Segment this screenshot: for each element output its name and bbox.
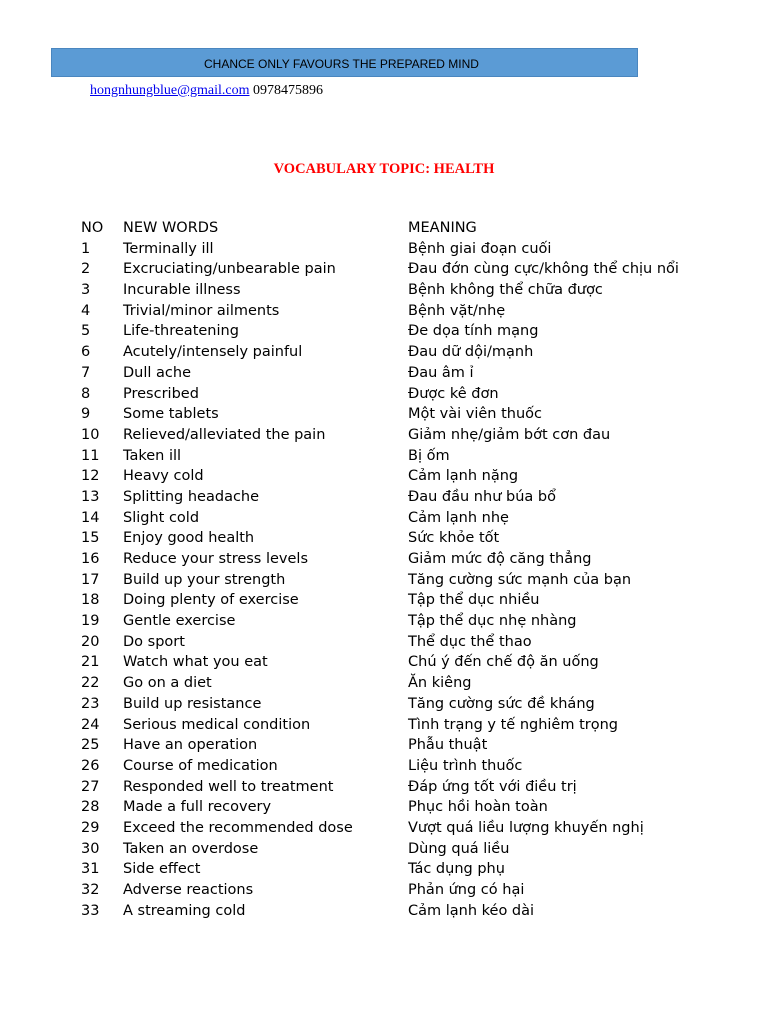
- table-row: [81, 673, 679, 694]
- row-new-word: Serious medical condition: [123, 716, 311, 733]
- row-new-word: Excruciating/unbearable pain: [123, 261, 336, 278]
- page-title: VOCABULARY TOPIC: HEALTH: [273, 161, 495, 177]
- row-meaning: Bệnh không thể chữa được: [408, 282, 603, 299]
- row-number: 19: [81, 613, 100, 630]
- row-meaning: Giảm nhẹ/giảm bớt cơn đau: [408, 426, 611, 443]
- row-meaning: Phẫu thuật: [408, 737, 488, 754]
- row-number: 22: [81, 675, 100, 692]
- row-number: 11: [81, 447, 100, 464]
- row-new-word: Build up your strength: [123, 571, 286, 588]
- banner-text: CHANCE ONLY FAVOURS THE PREPARED MIND: [204, 56, 479, 71]
- row-number: 9: [81, 406, 91, 423]
- row-number: 24: [81, 716, 100, 733]
- row-number: 26: [81, 757, 100, 774]
- row-meaning: Tập thể dục nhiều: [408, 592, 540, 609]
- row-new-word: Dull ache: [123, 364, 191, 381]
- row-number: 7: [81, 364, 91, 381]
- row-meaning: Phục hồi hoàn toàn: [408, 799, 548, 816]
- row-meaning: Đau dữ dội/mạnh: [408, 344, 534, 361]
- row-meaning: Đau đầu như búa bổ: [408, 488, 556, 505]
- table-row: [81, 549, 679, 570]
- header-no: NO: [81, 220, 104, 236]
- table-row: [81, 632, 679, 653]
- row-meaning: Đáp ứng tốt với điều trị: [408, 778, 577, 795]
- row-meaning: Được kê đơn: [408, 385, 499, 402]
- row-number: 5: [81, 323, 91, 340]
- row-new-word: Slight cold: [123, 509, 200, 526]
- row-new-word: Prescribed: [123, 385, 199, 402]
- email-link[interactable]: hongnhungblue@gmail.com: [90, 83, 250, 98]
- table-body: [81, 239, 679, 922]
- row-number: 18: [81, 592, 100, 609]
- table-row: [81, 590, 679, 611]
- row-new-word: Relieved/alleviated the pain: [123, 426, 326, 443]
- table-row: [81, 425, 679, 446]
- row-meaning: Chú ý đến chế độ ăn uống: [408, 654, 599, 671]
- row-meaning: Đau đớn cùng cực/không thể chịu nổi: [408, 261, 679, 278]
- row-number: 8: [81, 385, 91, 402]
- table-row: [81, 321, 679, 342]
- table-row: [81, 446, 679, 467]
- row-number: 2: [81, 261, 91, 278]
- row-meaning: Phản ứng có hại: [408, 882, 525, 898]
- row-new-word: Enjoy good health: [123, 530, 255, 547]
- row-meaning: Ăn kiêng: [408, 675, 472, 692]
- row-number: 33: [81, 902, 100, 919]
- row-new-word: Taken an overdose: [123, 840, 259, 857]
- row-new-word: Some tablets: [123, 406, 219, 423]
- row-meaning: Liệu trình thuốc: [408, 757, 523, 774]
- row-new-word: Heavy cold: [123, 468, 204, 485]
- table-row: [81, 528, 679, 549]
- row-new-word: Responded well to treatment: [123, 778, 334, 795]
- row-meaning: Dùng quá liều: [408, 840, 510, 857]
- row-number: 15: [81, 530, 100, 547]
- row-new-word: Watch what you eat: [123, 654, 268, 671]
- row-number: 13: [81, 488, 100, 505]
- header-new-words: NEW WORDS: [123, 220, 219, 236]
- table-row: [81, 859, 679, 880]
- row-number: 14: [81, 509, 100, 526]
- row-meaning: Vượt quá liều lượng khuyến nghị: [408, 819, 644, 836]
- table-row: [81, 797, 679, 818]
- table-row: [81, 818, 679, 839]
- row-number: 16: [81, 551, 100, 567]
- table-row: [81, 652, 679, 673]
- row-number: 20: [81, 633, 100, 650]
- row-number: 29: [81, 819, 100, 836]
- row-new-word: Life-threatening: [123, 323, 239, 340]
- row-new-word: Go on a diet: [123, 675, 212, 692]
- row-meaning: Đau âm ỉ: [408, 364, 474, 381]
- row-new-word: Taken ill: [123, 447, 182, 464]
- row-meaning: Tình trạng y tế nghiêm trọng: [408, 716, 618, 733]
- row-new-word: Adverse reactions: [123, 882, 254, 898]
- header-meaning: MEANING: [408, 220, 477, 236]
- row-new-word: Splitting headache: [123, 488, 260, 505]
- row-new-word: Side effect: [123, 861, 201, 878]
- table-row: [81, 694, 679, 715]
- row-number: 3: [81, 282, 91, 299]
- header-banner: [51, 48, 638, 77]
- table-row: [81, 611, 679, 632]
- row-meaning: Tăng cường sức đề kháng: [408, 695, 595, 712]
- row-meaning: Cảm lạnh kéo dài: [408, 902, 535, 919]
- table-row: [81, 301, 679, 322]
- row-meaning: Sức khỏe tốt: [408, 530, 500, 547]
- row-new-word: Build up resistance: [123, 695, 262, 712]
- row-meaning: Thể dục thể thao: [408, 633, 532, 650]
- row-meaning: Tăng cường sức mạnh của bạn: [408, 571, 632, 588]
- row-meaning: Tập thể dục nhẹ nhàng: [408, 613, 577, 630]
- table-row: [81, 839, 679, 860]
- row-new-word: Gentle exercise: [123, 613, 236, 630]
- row-number: 17: [81, 571, 100, 588]
- row-number: 28: [81, 799, 100, 816]
- table-row: [81, 404, 679, 425]
- row-meaning: Cảm lạnh nhẹ: [408, 509, 509, 526]
- row-meaning: Một vài viên thuốc: [408, 406, 543, 423]
- row-new-word: Reduce your stress levels: [123, 551, 309, 567]
- row-new-word: A streaming cold: [123, 902, 246, 919]
- row-new-word: Incurable illness: [123, 282, 241, 299]
- table-row: [81, 880, 679, 901]
- table-header-row: [81, 218, 679, 239]
- row-number: 32: [81, 882, 100, 898]
- table-row: [81, 777, 679, 798]
- row-meaning: Giảm mức độ căng thẳng: [408, 551, 592, 567]
- table-row: [81, 239, 679, 260]
- table-row: [81, 363, 679, 384]
- table-row: [81, 280, 679, 301]
- row-number: 25: [81, 737, 100, 754]
- row-number: 6: [81, 344, 91, 361]
- table-row: [81, 466, 679, 487]
- row-number: 4: [81, 302, 91, 319]
- row-new-word: Do sport: [123, 633, 185, 650]
- row-number: 1: [81, 240, 91, 257]
- row-number: 27: [81, 778, 100, 795]
- table-row: [81, 342, 679, 363]
- row-number: 10: [81, 426, 100, 443]
- table-row: [81, 487, 679, 508]
- row-meaning: Đe dọa tính mạng: [408, 323, 539, 340]
- row-new-word: Doing plenty of exercise: [123, 592, 299, 609]
- row-new-word: Course of medication: [123, 757, 278, 774]
- table-row: [81, 259, 679, 280]
- table-row: [81, 715, 679, 736]
- row-meaning: Bệnh vặt/nhẹ: [408, 302, 506, 319]
- table-row: [81, 756, 679, 777]
- row-number: 23: [81, 695, 100, 712]
- row-meaning: Cảm lạnh nặng: [408, 468, 519, 485]
- contact-line: [90, 83, 323, 99]
- row-new-word: Acutely/intensely painful: [123, 344, 303, 361]
- table-row: [81, 901, 679, 922]
- row-new-word: Exceed the recommended dose: [123, 819, 353, 836]
- table-row: [81, 735, 679, 756]
- row-new-word: Terminally ill: [123, 240, 214, 257]
- row-number: 30: [81, 840, 100, 857]
- row-meaning: Bệnh giai đoạn cuối: [408, 240, 552, 257]
- vocabulary-table: [81, 218, 679, 921]
- row-number: 12: [81, 468, 100, 485]
- table-row: [81, 384, 679, 405]
- row-meaning: Tác dụng phụ: [408, 861, 505, 878]
- row-meaning: Bị ốm: [408, 447, 450, 464]
- phone-number: 0978475896: [249, 83, 323, 98]
- table-row: [81, 570, 679, 591]
- table-row: [81, 508, 679, 529]
- row-new-word: Made a full recovery: [123, 799, 272, 816]
- row-number: 31: [81, 861, 100, 878]
- row-new-word: Have an operation: [123, 737, 258, 754]
- row-number: 21: [81, 654, 100, 671]
- row-new-word: Trivial/minor ailments: [123, 302, 280, 319]
